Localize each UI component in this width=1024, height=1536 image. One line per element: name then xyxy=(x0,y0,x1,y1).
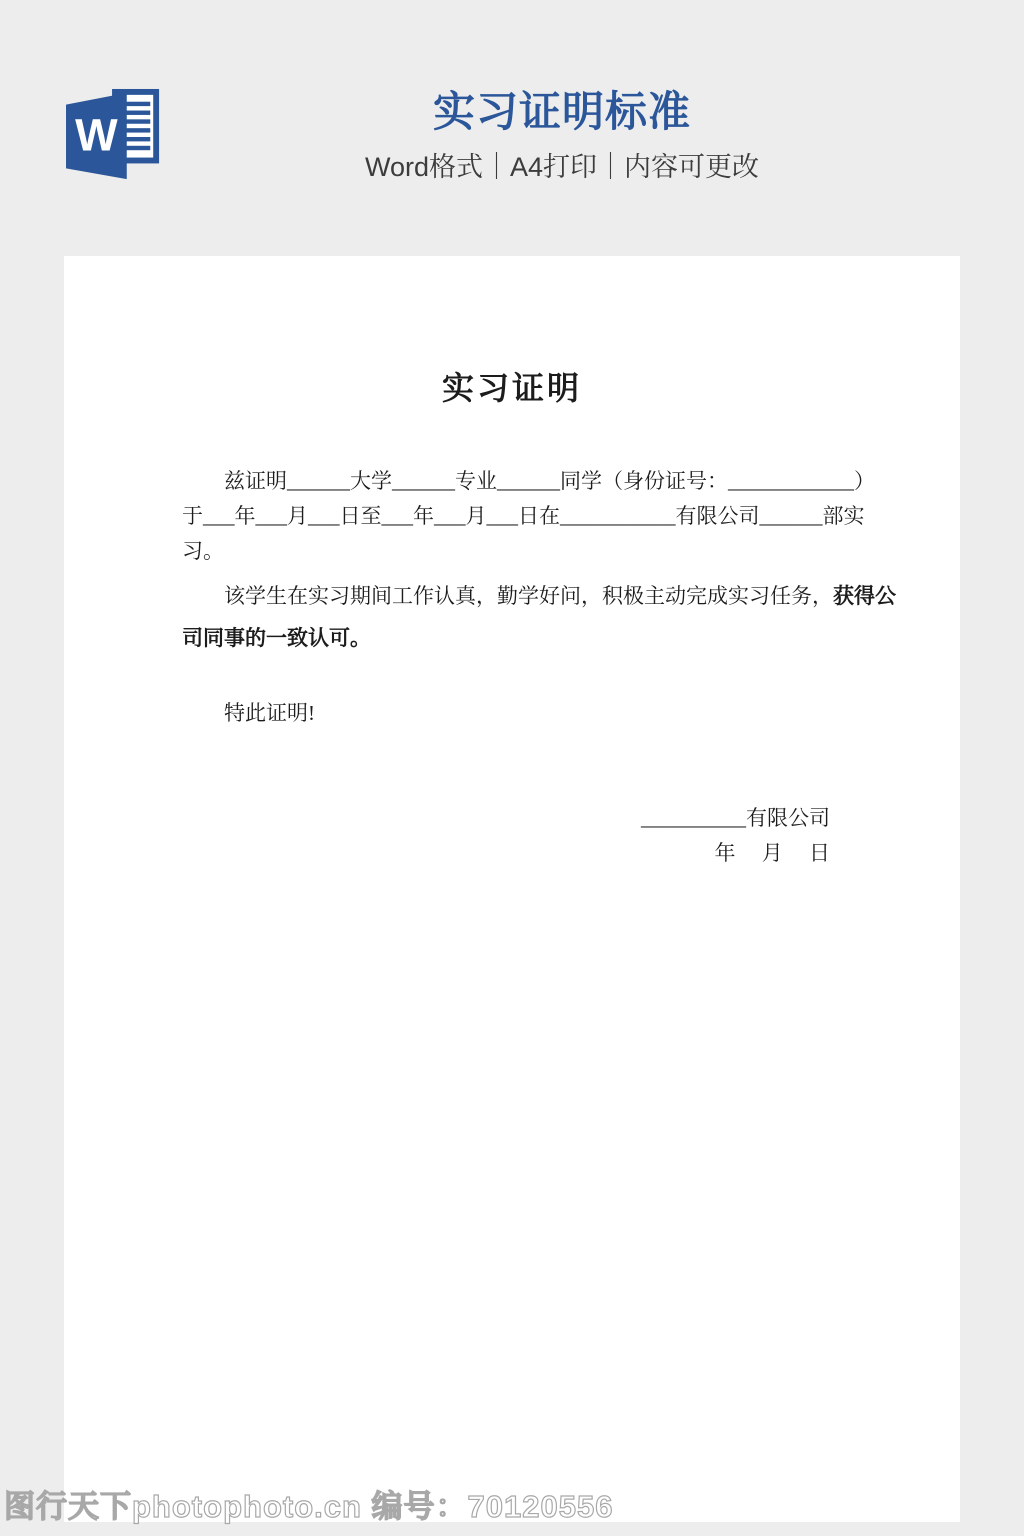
certify-line-1: 兹证明______大学______专业______同学（身份证号：____________） xyxy=(224,469,875,493)
header-text-block xyxy=(100,88,1024,182)
document-title: 实习证明 xyxy=(441,370,582,406)
certify-line-3: 习。 xyxy=(182,539,224,563)
word-logo-letter: W xyxy=(75,109,118,161)
signature-company-line: __________有限公司 xyxy=(641,806,830,830)
evaluation-serif-text: 该学生在实习期间工作认真，勤学好问，积极主动完成实习任务， xyxy=(224,584,833,608)
template-header xyxy=(0,88,1024,218)
certify-line-2: 于___年___月___日至___年___月___日在___________有限公司______部实 xyxy=(182,504,865,528)
template-title: 实习证明标准 xyxy=(432,88,691,135)
paragraph-evaluation xyxy=(64,575,960,660)
evaluation-line-1 xyxy=(182,575,896,618)
template-subtitle: Word格式｜A4打印｜内容可更改 xyxy=(364,152,760,182)
evaluation-line-2: 司同事的一致认可。 xyxy=(182,627,371,650)
evaluation-bold-text-start: 获得公 xyxy=(833,585,896,608)
attest-line: 特此证明! xyxy=(224,701,315,725)
signature-block xyxy=(64,801,960,871)
a4-document-page xyxy=(64,256,960,1522)
signature-date-line: 年 月 日 xyxy=(714,841,830,865)
paragraph-attest xyxy=(64,696,960,731)
paragraph-certify xyxy=(64,464,960,569)
site-watermark: 图行天下photophoto.cn 编号：70120556 xyxy=(4,1489,614,1524)
